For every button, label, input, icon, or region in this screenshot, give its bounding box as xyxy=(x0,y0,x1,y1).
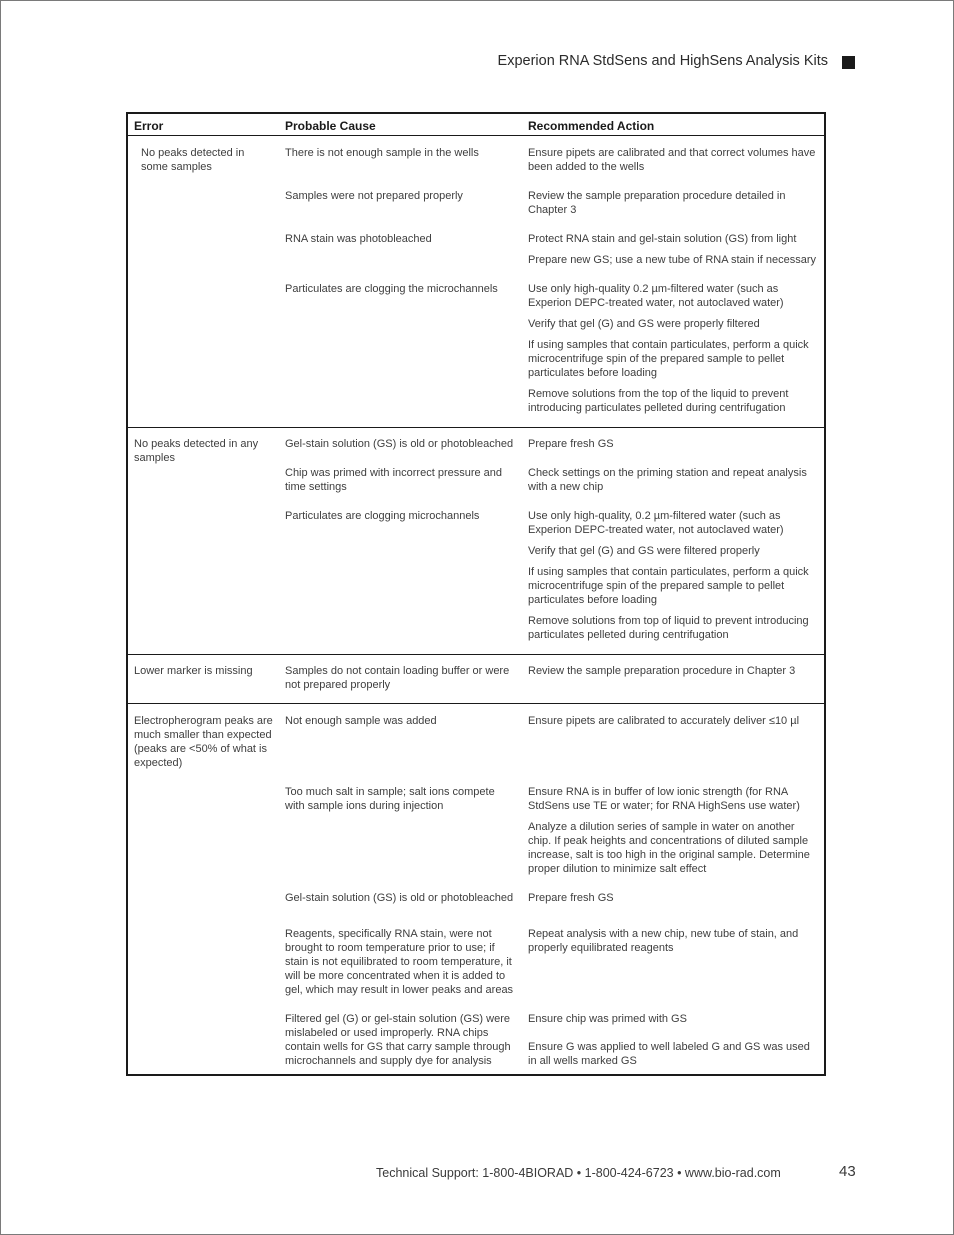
action-cell: Ensure chip was primed with GS xyxy=(528,1013,687,1025)
cause-cell: Gel-stain solution (GS) is old or photobleached xyxy=(285,892,514,904)
row-divider xyxy=(128,703,824,704)
action-cell: Check settings on the priming station and repeat analysis with a new chip xyxy=(528,467,807,493)
cause-cell: Too much salt in sample; salt ions compete with sample ions during injection xyxy=(285,786,495,812)
action-cell: Verify that gel (G) and GS were filtered properly xyxy=(528,545,760,557)
action-cell: Verify that gel (G) and GS were properly filtered xyxy=(528,318,760,330)
header-recommended-action: Recommended Action xyxy=(528,119,655,133)
action-cell: Ensure G was applied to well labeled G and GS was used in all wells marked GS xyxy=(528,1041,810,1067)
cause-cell: Samples do not contain loading buffer or were not prepared properly xyxy=(285,665,510,691)
cause-cell: RNA stain was photobleached xyxy=(285,233,432,245)
action-cell: Remove solutions from the top of the liquid to prevent introducing particulates pelleted during centrifugation xyxy=(528,388,789,414)
header-square-marker xyxy=(842,56,855,69)
action-cell: Prepare fresh GS xyxy=(528,892,614,904)
action-cell: Repeat analysis with a new chip, new tube of stain, and properly equilibrated reagents xyxy=(528,928,799,954)
error-cell: Lower marker is missing xyxy=(134,665,253,677)
cause-cell: Chip was primed with incorrect pressure and time settings xyxy=(285,467,503,493)
action-cell: Protect RNA stain and gel-stain solution (GS) from light xyxy=(528,233,797,245)
action-cell: Use only high-quality, 0.2 µm-filtered water (such as Experion DEPC-treated water, not autoclaved water) xyxy=(528,510,784,536)
error-cell: No peaks detected in any samples xyxy=(134,438,259,464)
action-cell: Analyze a dilution series of sample in water on another chip. If peak heights and concentrations of diluted sample increase, salt is too high in the original sample. Determine proper dilution to minimize salt effect xyxy=(528,821,810,875)
action-cell: Ensure RNA is in buffer of low ionic strength (for RNA StdSens use TE or water; for RNA HighSens use water) xyxy=(528,786,800,812)
troubleshooting-table xyxy=(126,112,826,1076)
cause-cell: Filtered gel (G) or gel-stain solution (GS) were mislabeled or used improperly. RNA chips contain wells for GS that carry sample through microchannels and supply dye for analysis xyxy=(285,1013,511,1067)
action-cell: Prepare new GS; use a new tube of RNA stain if necessary xyxy=(528,254,816,266)
cause-cell: Reagents, specifically RNA stain, were not brought to room temperature prior to use; if stain is not equilibrated to room temperature, it will be more concentrated when it is added to gel, which may result in lower peaks and areas xyxy=(285,928,514,996)
cause-cell: Gel-stain solution (GS) is old or photobleached xyxy=(285,438,514,450)
action-cell: Prepare fresh GS xyxy=(528,438,614,450)
action-cell: Use only high-quality 0.2 µm-filtered water (such as Experion DEPC-treated water, not autoclaved water) xyxy=(528,283,784,309)
cause-cell: Particulates are clogging microchannels xyxy=(285,510,480,522)
action-cell: Review the sample preparation procedure detailed in Chapter 3 xyxy=(528,190,786,216)
action-cell: If using samples that contain particulates, perform a quick microcentrifuge spin of the prepared sample to pellet particulates before loading xyxy=(528,339,809,379)
header-divider xyxy=(128,135,824,136)
action-cell: Ensure pipets are calibrated and that correct volumes have been added to the wells xyxy=(528,147,816,173)
cause-cell: Particulates are clogging the microchannels xyxy=(285,283,498,295)
action-cell: Ensure pipets are calibrated to accurately deliver ≤10 µl xyxy=(528,715,800,727)
cause-cell: There is not enough sample in the wells xyxy=(285,147,479,159)
action-cell: If using samples that contain particulates, perform a quick microcentrifuge spin of the prepared sample to pellet particulates before loading xyxy=(528,566,809,606)
row-divider xyxy=(128,427,824,428)
action-cell: Remove solutions from top of liquid to prevent introducing particulates pelleted during centrifugation xyxy=(528,615,809,641)
error-cell: No peaks detected in some samples xyxy=(141,147,245,173)
cause-cell: Not enough sample was added xyxy=(285,715,437,727)
header-error: Error xyxy=(134,119,164,133)
action-cell: Review the sample preparation procedure in Chapter 3 xyxy=(528,665,796,677)
error-cell: Electropherogram peaks are much smaller than expected (peaks are <50% of what is expected) xyxy=(134,715,273,769)
running-head: Experion RNA StdSens and HighSens Analysis Kits xyxy=(497,53,828,69)
footer-support: Technical Support: 1-800-4BIORAD • 1-800-424-6723 • www.bio-rad.com xyxy=(376,1166,781,1180)
header-probable-cause: Probable Cause xyxy=(285,119,376,133)
page-number: 43 xyxy=(839,1163,856,1180)
row-divider xyxy=(128,654,824,655)
cause-cell: Samples were not prepared properly xyxy=(285,190,463,202)
